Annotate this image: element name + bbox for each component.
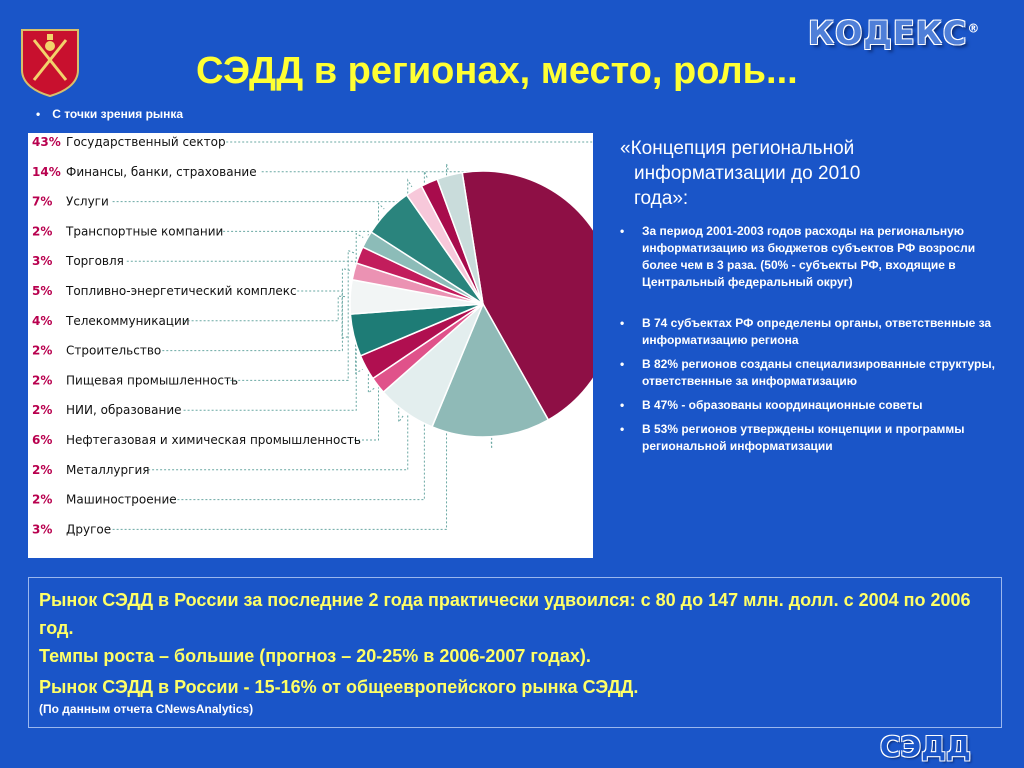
concept-point: • В 47% - образованы координационные советы [620, 398, 923, 412]
slice-percent-label: 3% [32, 522, 53, 537]
subtitle-text: С точки зрения рынка [52, 107, 184, 121]
brand-logo: КОДЕКС® [808, 14, 981, 52]
slice-percent-label: 6% [32, 433, 53, 447]
slice-category-label: Пищевая промышленность [66, 373, 239, 388]
slice-category-label: Телекоммуникации [66, 313, 190, 328]
slice-category-label: Транспортные компании [66, 224, 224, 239]
slice-category-label: Финансы, банки, страхование [66, 164, 257, 179]
slice-percent-label: 2% [32, 224, 53, 239]
pie-chart-panel [28, 133, 593, 558]
coat-of-arms-icon [18, 26, 82, 98]
slice-category-label: Государственный сектор [66, 135, 226, 149]
slice-category-label: Другое [66, 522, 112, 537]
slice-category-label: Нефтегазовая и химическая промышленность [66, 433, 362, 447]
slice-percent-label: 2% [32, 462, 53, 477]
slice-percent-label: 4% [32, 313, 53, 328]
subtitle [36, 107, 183, 121]
market-info-box [28, 577, 1002, 728]
slice-percent-label: 2% [32, 373, 53, 388]
pie-chart [28, 133, 593, 558]
slice-category-label: Машиностроение [66, 492, 177, 507]
market-growth-text: Рынок СЭДД в России за последние 2 года практически удвоился: с 80 до 147 млн. долл. с 2004 по 2006 год. [39, 590, 971, 638]
market-share-text: Рынок СЭДД в России - 15-16% от общеевропейского рынка СЭДД. [39, 677, 639, 697]
slice-percent-label: 43% [32, 135, 61, 149]
concept-panel [620, 136, 1000, 455]
slice-category-label: Топливно-энергетический комплекс [66, 284, 297, 298]
concept-point: • В 82% регионов созданы специализированные структуры, ответственные за информатизацию [620, 357, 995, 388]
slice-category-label: НИИ, образование [66, 403, 182, 418]
slice-percent-label: 3% [32, 254, 53, 269]
slice-percent-label: 14% [32, 164, 61, 179]
concept-title-line-1: «Концепция региональной [620, 138, 855, 159]
slice-percent-label: 5% [32, 284, 53, 298]
bullet: • [36, 107, 41, 121]
footer-logo: СЭДД [880, 730, 971, 763]
slice-leader-line [184, 296, 347, 321]
slice-leader-line [226, 251, 355, 381]
slice-percent-label: 2% [32, 492, 53, 507]
slice-percent-label: 2% [32, 343, 53, 358]
concept-point: • В 74 субъектах РФ определены органы, ответственные за информатизацию региона [620, 316, 992, 347]
concept-title [620, 136, 1000, 211]
concept-title-line-2: информатизации до 2010 [634, 163, 861, 184]
slice-percent-label: 2% [32, 403, 53, 418]
slice-category-label: Строительство [66, 343, 162, 358]
slice-category-label: Услуги [66, 194, 109, 209]
growth-forecast-text: Темпы роста – большие (прогноз – 20-25% в 2006-2007 годах). [39, 646, 591, 666]
page-title: СЭДД в регионах, место, роль... [196, 50, 798, 92]
slice-percent-label: 7% [32, 194, 53, 209]
concept-point: • В 53% регионов утверждены концепции и программы региональной информатизации [620, 422, 965, 453]
concept-point: • За период 2001-2003 годов расходы на региональную информатизацию из бюджетов субъектов РФ возросли более чем в 3 раза. (50% - субъекты РФ, входящие в Центральный федеральный округ) [620, 224, 976, 289]
concept-title-line-3: года»: [634, 188, 689, 209]
slice-category-label: Металлургия [66, 462, 150, 477]
source-note: (По данным отчета CNewsAnalytics) [39, 702, 254, 716]
slice-leader-line [162, 268, 350, 350]
slice-category-label: Торговля [66, 254, 124, 269]
